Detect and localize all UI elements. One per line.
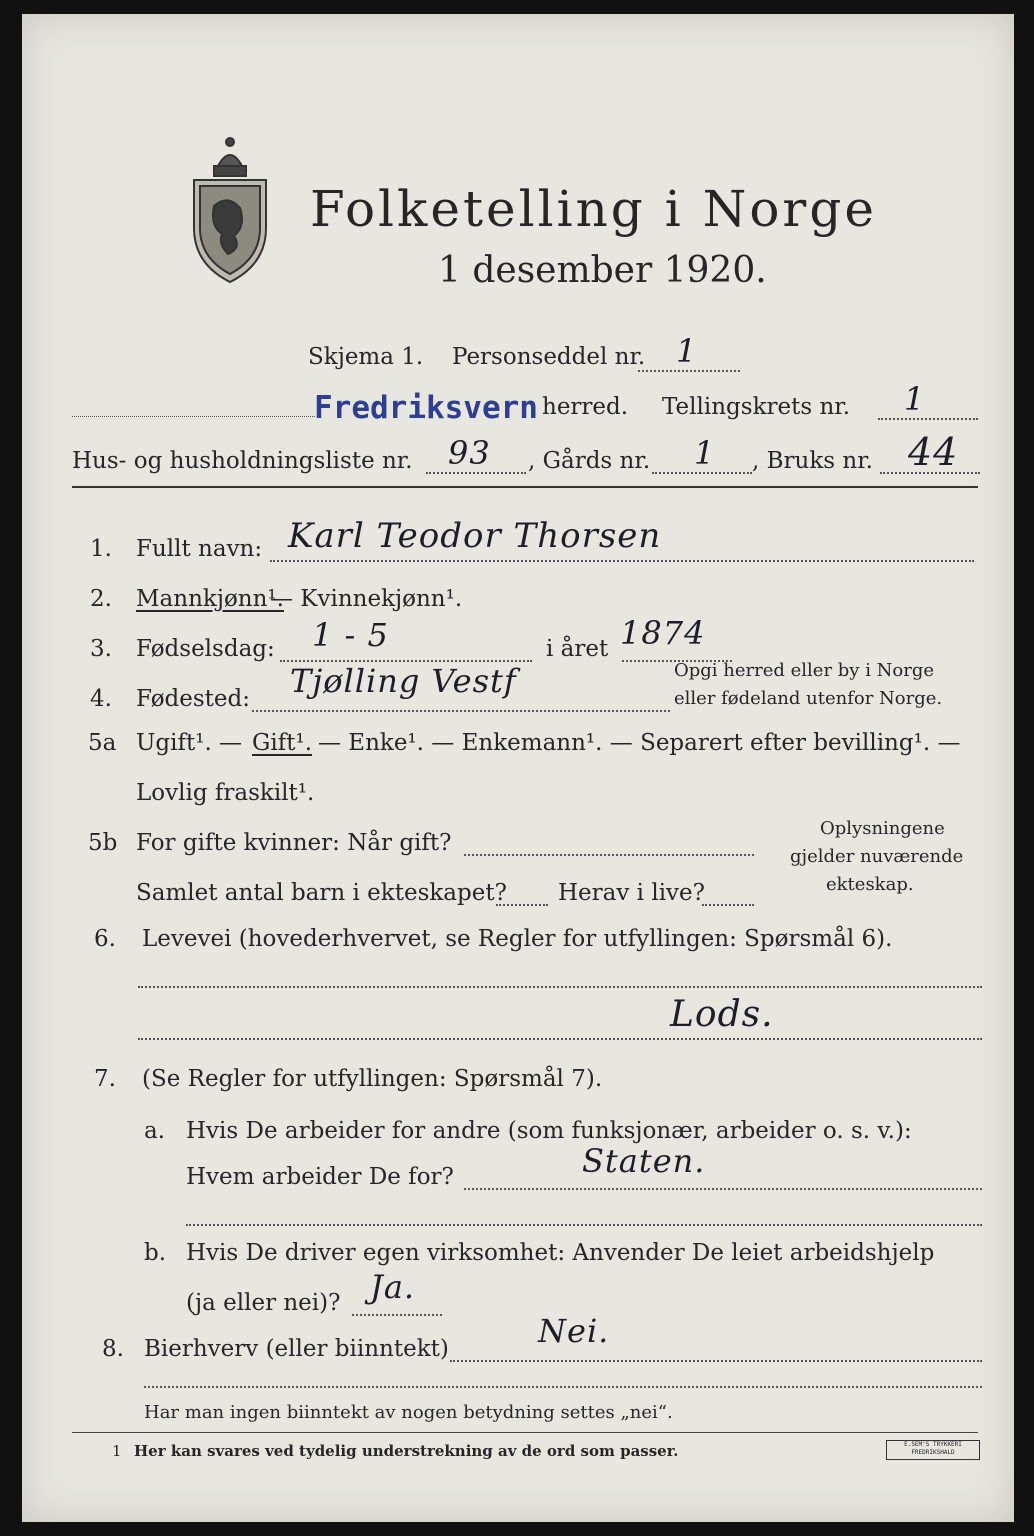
norway-coat-of-arms-icon <box>188 136 272 284</box>
q6-value: Lods. <box>670 994 774 1035</box>
q2-number: 2. <box>90 586 112 612</box>
q8-line <box>450 1360 982 1362</box>
q2-male-option: Mannkjønn¹. <box>136 586 284 612</box>
q7b-letter: b. <box>144 1240 167 1266</box>
q6-label: Levevei (hovederhvervet, se Regler for utfyllingen: Spørsmål 6). <box>142 926 893 952</box>
hus-line <box>426 472 526 474</box>
q4-note-line-2: eller fødeland utenfor Norge. <box>674 688 943 709</box>
q3-value: 1 - 5 <box>312 616 389 654</box>
q7a-employer-label: Hvem arbeider De for? <box>186 1164 454 1190</box>
q5a-number: 5a <box>88 730 117 756</box>
q4-number: 4. <box>90 686 112 712</box>
tellingskrets-line <box>878 418 978 420</box>
q3-year-value: 1874 <box>620 614 706 652</box>
bruks-label: , Bruks nr. <box>752 448 873 474</box>
q8-extra-line <box>144 1386 982 1388</box>
q8-label: Bierhverv (eller biinntekt) <box>144 1336 449 1362</box>
header-divider <box>72 486 978 488</box>
q5b-married-when-line <box>464 854 754 856</box>
q1-value: Karl Teodor Thorsen <box>288 516 662 556</box>
herred-label: herred. <box>542 394 629 420</box>
q6-number: 6. <box>94 926 116 952</box>
q5b-married-when-label: For gifte kvinner: Når gift? <box>136 830 452 856</box>
q4-label: Fødested: <box>136 686 251 712</box>
q3-label: Fødselsdag: <box>136 636 275 662</box>
footer-divider <box>72 1432 978 1433</box>
q5b-children-line <box>496 904 548 906</box>
q7-number: 7. <box>94 1066 116 1092</box>
personseddel-label: Personseddel nr. <box>452 344 646 370</box>
q5b-note-line-2: gjelder nuværende <box>790 846 964 867</box>
q4-line <box>252 710 670 712</box>
q5a-rest: — Enke¹. — Enkemann¹. — Separert efter bevilling¹. — <box>318 730 961 756</box>
gards-value: 1 <box>694 434 716 472</box>
q1-number: 1. <box>90 536 112 562</box>
printer-mark: E.SEM'S TRYKKERI FREDRIKSHALD <box>886 1440 980 1460</box>
personseddel-value: 1 <box>676 332 698 370</box>
q5a-ugift: Ugift¹. — <box>136 730 243 756</box>
q7a-employer-value: Staten. <box>582 1142 706 1180</box>
q5b-alive-label: Herav i live? <box>558 880 705 906</box>
personseddel-line <box>638 370 740 372</box>
form-title: Folketelling i Norge <box>310 180 877 238</box>
q7a-label: Hvis De arbeider for andre (som funksjonær, arbeider o. s. v.): <box>186 1118 912 1144</box>
skjema-label: Skjema 1. <box>308 344 424 370</box>
bruks-value: 44 <box>908 430 959 474</box>
hus-label: Hus- og husholdningsliste nr. <box>72 448 413 474</box>
q5b-note-line-3: ekteskap. <box>826 874 914 895</box>
herred-line <box>72 416 315 417</box>
q8-number: 8. <box>102 1336 124 1362</box>
q5a-line-2: Lovlig fraskilt¹. <box>136 780 315 806</box>
footer-note: Har man ingen biinntekt av nogen betydning settes „nei“. <box>144 1402 673 1423</box>
q2-rest: — Kvinnekjønn¹. <box>270 586 463 612</box>
q1-line <box>270 560 974 562</box>
tellingskrets-label: Tellingskrets nr. <box>662 394 851 420</box>
q7-label: (Se Regler for utfyllingen: Spørsmål 7). <box>142 1066 603 1092</box>
q7a-employer-line <box>464 1188 982 1190</box>
q5b-alive-line <box>702 904 754 906</box>
q8-value: Nei. <box>538 1312 610 1350</box>
q7b-yesno-label: (ja eller nei)? <box>186 1290 341 1316</box>
q5b-children-label: Samlet antal barn i ekteskapet? <box>136 880 507 906</box>
gards-line <box>652 472 752 474</box>
q4-note-line-1: Opgi herred eller by i Norge <box>674 660 935 681</box>
q3-year-label: i året <box>546 636 609 662</box>
q7b-label: Hvis De driver egen virksomhet: Anvender De leiet arbeidshjelp <box>186 1240 935 1266</box>
tellingskrets-value: 1 <box>904 380 926 418</box>
footnote-text: Her kan svares ved tydelig understrekning av de ord som passer. <box>134 1442 679 1460</box>
q3-number: 3. <box>90 636 112 662</box>
q7a-extra-line <box>186 1224 982 1226</box>
q1-label: Fullt navn: <box>136 536 263 562</box>
gards-label: , Gårds nr. <box>528 448 651 474</box>
q7a-letter: a. <box>144 1118 166 1144</box>
q5b-number: 5b <box>88 830 118 856</box>
q5b-note-line-1: Oplysningene <box>820 818 945 839</box>
q6-line-1 <box>138 986 982 988</box>
q5a-gift-option: Gift¹. <box>252 730 313 756</box>
footnote-mark: 1 <box>112 1442 122 1460</box>
form-date: 1 desember 1920. <box>438 250 767 291</box>
q6-line-2 <box>138 1038 982 1040</box>
q7b-yesno-value: Ja. <box>370 1268 416 1306</box>
q7b-yesno-line <box>352 1314 442 1316</box>
hus-value: 93 <box>448 434 491 472</box>
q4-value: Tjølling Vestf <box>290 662 517 700</box>
census-form-sheet <box>22 14 1014 1522</box>
herred-stamp: Fredriksvern <box>314 390 538 426</box>
